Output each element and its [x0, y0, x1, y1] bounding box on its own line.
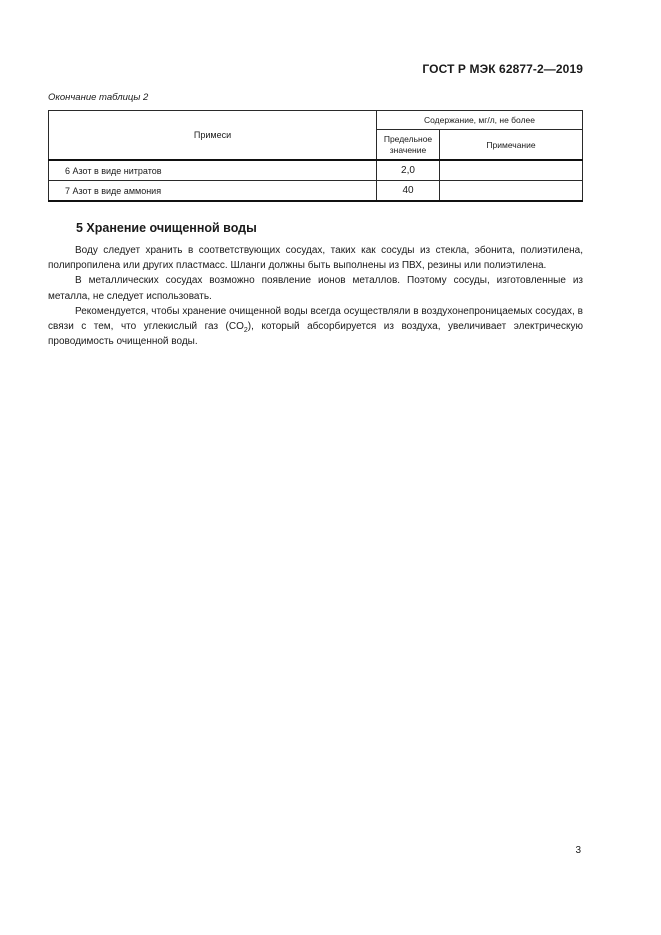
paragraph-text: ), который абсорбируется из воздуха, увеличивает электрическую проводимость очищенной воды. [48, 321, 583, 348]
impurities-table [48, 110, 583, 202]
paragraph: Воду следует хранить в соответствующих сосудах, таких как сосуды из стекла, эбонита, полиэтилена, полипропилена или других пластмасс. Шланги должны быть выполнены из ПВХ, резины или полиэтилена. [48, 245, 583, 272]
header-impurities: Примеси [49, 111, 377, 161]
paragraph [48, 304, 583, 350]
table-row [49, 181, 583, 202]
table-caption: Окончание таблицы 2 [48, 92, 149, 103]
paragraph-text: Рекомендуется, чтобы хранение очищенной воды всегда осуществляли в воздухонепроницаемых сосудах, в связи с тем, что углекислый газ (CO [48, 305, 583, 333]
header-note: Примечание [440, 130, 583, 161]
impurity-name: 7 Азот в виде аммония [49, 181, 377, 202]
note-cell [440, 160, 583, 181]
note-cell [440, 181, 583, 202]
table-header-row [49, 111, 583, 130]
section-title: 5 Хранение очищенной воды [76, 221, 257, 235]
paragraph: В металлических сосудах возможно появление ионов металлов. Поэтому сосуды, изготовленные из металла, не следует использовать. [48, 275, 583, 302]
limit-value: 2,0 [377, 160, 440, 181]
header-limit-value: Предельное значение [377, 130, 440, 161]
page-number: 3 [575, 845, 581, 856]
impurity-name: 6 Азот в виде нитратов [49, 160, 377, 181]
standard-designation: ГОСТ Р МЭК 62877-2—2019 [422, 62, 583, 76]
subscript: 2 [243, 327, 248, 335]
table-row [49, 160, 583, 181]
section-body [48, 243, 583, 349]
header-content: Содержание, мг/л, не более [377, 111, 583, 130]
limit-value: 40 [377, 181, 440, 202]
